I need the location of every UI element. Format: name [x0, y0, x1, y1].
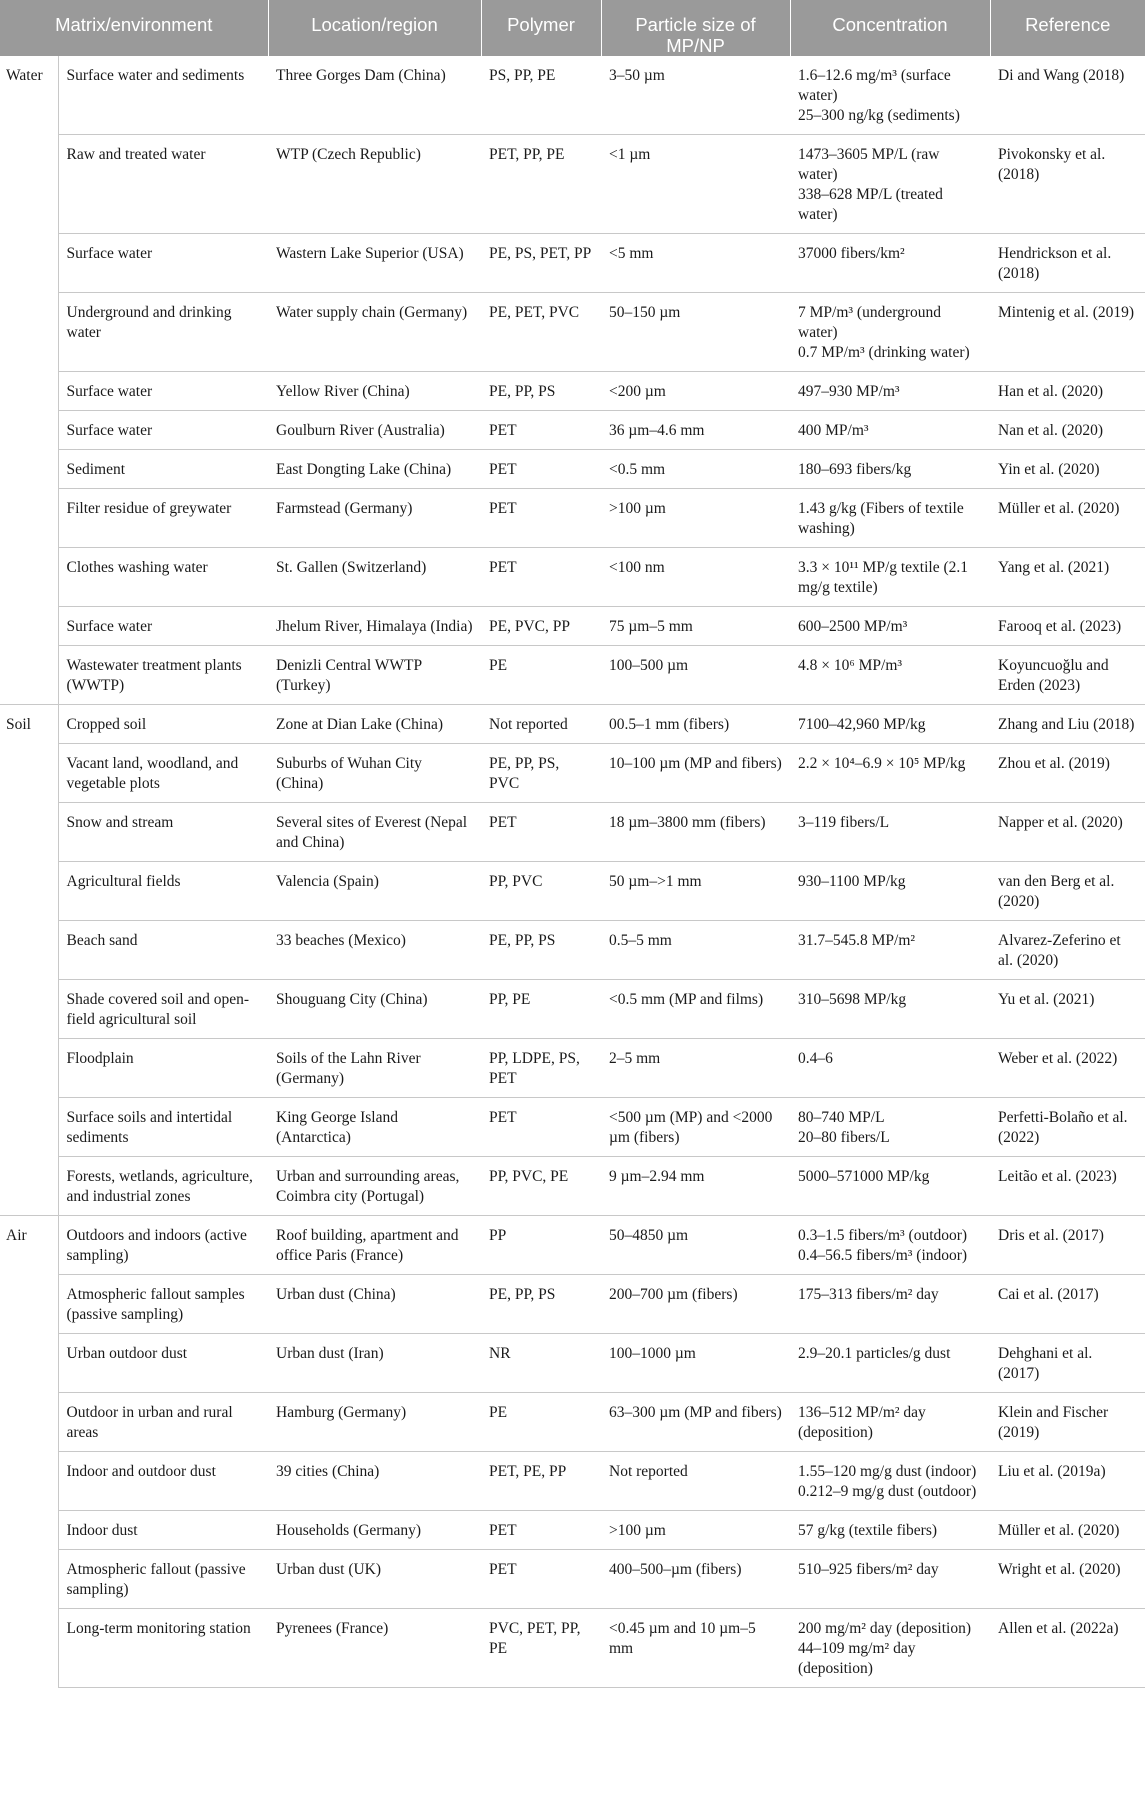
header-size: Particle size of MP/NP	[601, 0, 790, 56]
cell-polymer: PE, PET, PVC	[481, 293, 601, 372]
cell-matrix: Outdoors and indoors (active sampling)	[58, 1216, 268, 1275]
concentration-line: 136–512 MP/m² day (deposition)	[798, 1404, 926, 1441]
cell-polymer: PP, PVC	[481, 862, 601, 921]
cell-polymer: PP, PE	[481, 980, 601, 1039]
concentration-line: 0.4–6	[798, 1050, 833, 1067]
concentration-line: 2.2 × 10⁴–6.9 × 10⁵ MP/kg	[798, 755, 966, 772]
cell-size: <100 nm	[601, 548, 790, 607]
concentration-line: 20–80 fibers/L	[798, 1129, 890, 1146]
cell-matrix: Indoor and outdoor dust	[58, 1452, 268, 1511]
cell-concentration	[790, 1098, 990, 1157]
concentration-line: 4.8 × 10⁶ MP/m³	[798, 657, 903, 674]
cell-location: Urban and surrounding areas, Coimbra city (Portugal)	[268, 1157, 481, 1216]
cell-concentration	[790, 607, 990, 646]
header-polymer: Polymer	[481, 0, 601, 56]
cell-reference: Napper et al. (2020)	[990, 803, 1145, 862]
cell-polymer: PE, PP, PS	[481, 1275, 601, 1334]
concentration-line: 3–119 fibers/L	[798, 814, 890, 831]
table-row	[0, 1511, 1145, 1550]
cell-concentration	[790, 234, 990, 293]
cell-polymer: PET, PP, PE	[481, 135, 601, 234]
cell-reference: Yu et al. (2021)	[990, 980, 1145, 1039]
cell-reference: Dris et al. (2017)	[990, 1216, 1145, 1275]
cell-location: Hamburg (Germany)	[268, 1393, 481, 1452]
cell-reference: Pivokonsky et al. (2018)	[990, 135, 1145, 234]
cell-polymer: PET	[481, 803, 601, 862]
cell-concentration	[790, 1157, 990, 1216]
cell-polymer: PET	[481, 489, 601, 548]
cell-reference: Nan et al. (2020)	[990, 411, 1145, 450]
cell-polymer: PE	[481, 1393, 601, 1452]
cell-location: Zone at Dian Lake (China)	[268, 705, 481, 744]
cell-matrix: Surface water	[58, 234, 268, 293]
cell-polymer: PET	[481, 450, 601, 489]
concentration-line: 25–300 ng/kg (sediments)	[798, 107, 960, 124]
cell-size: 9 µm–2.94 mm	[601, 1157, 790, 1216]
cell-reference: Liu et al. (2019a)	[990, 1452, 1145, 1511]
table-row	[0, 1452, 1145, 1511]
concentration-line: 0.7 MP/m³ (drinking water)	[798, 344, 970, 361]
cell-polymer: PET	[481, 548, 601, 607]
cell-size: <500 µm (MP) and <2000 µm (fibers)	[601, 1098, 790, 1157]
concentration-line: 175–313 fibers/m² day	[798, 1286, 939, 1303]
cell-polymer: PP	[481, 1216, 601, 1275]
cell-location: Valencia (Spain)	[268, 862, 481, 921]
cell-size: 63–300 µm (MP and fibers)	[601, 1393, 790, 1452]
cell-reference: Perfetti-Bolaño et al. (2022)	[990, 1098, 1145, 1157]
cell-matrix: Underground and drinking water	[58, 293, 268, 372]
cell-polymer: PET, PE, PP	[481, 1452, 601, 1511]
table-row	[0, 56, 1145, 135]
cell-polymer: PP, LDPE, PS, PET	[481, 1039, 601, 1098]
header-reference: Reference	[990, 0, 1145, 56]
header-row	[0, 0, 1145, 56]
cell-reference: Alvarez-Zeferino et al. (2020)	[990, 921, 1145, 980]
table-row	[0, 705, 1145, 744]
table-row	[0, 293, 1145, 372]
concentration-line: 7 MP/m³ (underground water)	[798, 304, 941, 341]
cell-location: 33 beaches (Mexico)	[268, 921, 481, 980]
concentration-line: 0.4–56.5 fibers/m³ (indoor)	[798, 1247, 968, 1264]
cell-matrix: Atmospheric fallout (passive sampling)	[58, 1550, 268, 1609]
cell-matrix: Atmospheric fallout samples (passive sampling)	[58, 1275, 268, 1334]
concentration-line: 497–930 MP/m³	[798, 383, 900, 400]
table-row	[0, 803, 1145, 862]
header-location: Location/region	[268, 0, 481, 56]
table-row	[0, 411, 1145, 450]
cell-polymer: PS, PP, PE	[489, 67, 556, 84]
cell-location: Three Gorges Dam (China)	[276, 67, 446, 84]
concentration-line: 57 g/kg (textile fibers)	[798, 1522, 938, 1539]
concentration-line: 7100–42,960 MP/kg	[798, 716, 926, 733]
cell-polymer: PE, PP, PS	[481, 921, 601, 980]
cell-polymer: PE	[481, 646, 601, 705]
cell-matrix: Floodplain	[58, 1039, 268, 1098]
concentration-line: 600–2500 MP/m³	[798, 618, 908, 635]
cell-matrix: Urban outdoor dust	[58, 1334, 268, 1393]
cell-polymer: PP, PVC, PE	[481, 1157, 601, 1216]
cell-reference: Yang et al. (2021)	[990, 548, 1145, 607]
concentration-line: 180–693 fibers/kg	[798, 461, 912, 478]
cell-matrix: Filter residue of greywater	[58, 489, 268, 548]
table-row	[0, 744, 1145, 803]
cell-size: 0.5–5 mm	[601, 921, 790, 980]
concentration-line: 44–109 mg/m² day (deposition)	[798, 1640, 916, 1677]
table-row	[0, 1609, 1145, 1688]
cell-concentration	[790, 1393, 990, 1452]
table-row	[0, 1334, 1145, 1393]
cell-matrix: Surface water	[58, 607, 268, 646]
table-row	[0, 1098, 1145, 1157]
table-row	[0, 1550, 1145, 1609]
cell-polymer: PET	[481, 1511, 601, 1550]
cell-reference: Farooq et al. (2023)	[990, 607, 1145, 646]
cell-concentration	[790, 1039, 990, 1098]
cell-location: WTP (Czech Republic)	[268, 135, 481, 234]
cell-polymer: PET	[481, 1098, 601, 1157]
cell-matrix: Wastewater treatment plants (WWTP)	[58, 646, 268, 705]
table-row	[0, 450, 1145, 489]
cell-size: 2–5 mm	[601, 1039, 790, 1098]
cell-location: Denizli Central WWTP (Turkey)	[268, 646, 481, 705]
cell-reference: Leitão et al. (2023)	[990, 1157, 1145, 1216]
cell-size: Not reported	[601, 1452, 790, 1511]
cell-location: Households (Germany)	[268, 1511, 481, 1550]
cell-reference: Müller et al. (2020)	[990, 489, 1145, 548]
cell-location: East Dongting Lake (China)	[268, 450, 481, 489]
cell-concentration	[790, 705, 990, 744]
table-row	[0, 646, 1145, 705]
table-row	[0, 1393, 1145, 1452]
cell-matrix: Snow and stream	[58, 803, 268, 862]
cell-location: St. Gallen (Switzerland)	[268, 548, 481, 607]
cell-size: 100–500 µm	[601, 646, 790, 705]
cell-concentration	[790, 1452, 990, 1511]
cell-matrix: Forests, wetlands, agriculture, and industrial zones	[58, 1157, 268, 1216]
cell-location: Shouguang City (China)	[268, 980, 481, 1039]
table-row	[0, 489, 1145, 548]
cell-size: 18 µm–3800 mm (fibers)	[601, 803, 790, 862]
cell-concentration	[790, 744, 990, 803]
table-row	[0, 372, 1145, 411]
cell-matrix: Sediment	[58, 450, 268, 489]
cell-concentration	[790, 1550, 990, 1609]
cell-polymer: PE, PS, PET, PP	[481, 234, 601, 293]
cell-matrix: Beach sand	[58, 921, 268, 980]
cell-polymer: PE, PP, PS, PVC	[481, 744, 601, 803]
section-label: Soil	[0, 705, 58, 1216]
cell-location: Pyrenees (France)	[268, 1609, 481, 1688]
table-row	[0, 548, 1145, 607]
cell-reference: Hendrickson et al. (2018)	[990, 234, 1145, 293]
cell-location: Several sites of Everest (Nepal and China)	[268, 803, 481, 862]
cell-concentration	[790, 1609, 990, 1688]
cell-concentration	[790, 980, 990, 1039]
cell-concentration	[790, 646, 990, 705]
cell-size: <0.5 mm (MP and films)	[601, 980, 790, 1039]
table-row	[0, 921, 1145, 980]
cell-location: Wastern Lake Superior (USA)	[268, 234, 481, 293]
cell-concentration	[790, 862, 990, 921]
concentration-line: 510–925 fibers/m² day	[798, 1561, 939, 1578]
table-row	[0, 1039, 1145, 1098]
cell-location: Roof building, apartment and office Paris (France)	[268, 1216, 481, 1275]
table-row	[0, 135, 1145, 234]
cell-matrix: Vacant land, woodland, and vegetable plots	[58, 744, 268, 803]
cell-size: 400–500–µm (fibers)	[601, 1550, 790, 1609]
cell-reference: Müller et al. (2020)	[990, 1511, 1145, 1550]
concentration-line: 0.212–9 mg/g dust (outdoor)	[798, 1483, 977, 1500]
cell-reference: Yin et al. (2020)	[990, 450, 1145, 489]
cell-reference: Han et al. (2020)	[990, 372, 1145, 411]
cell-reference: Cai et al. (2017)	[990, 1275, 1145, 1334]
cell-size: 10–100 µm (MP and fibers)	[601, 744, 790, 803]
cell-matrix: Long-term monitoring station	[58, 1609, 268, 1688]
cell-location: King George Island (Antarctica)	[268, 1098, 481, 1157]
table-row	[0, 1275, 1145, 1334]
cell-location: Soils of the Lahn River (Germany)	[268, 1039, 481, 1098]
cell-concentration	[790, 489, 990, 548]
cell-matrix: Agricultural fields	[58, 862, 268, 921]
cell-size: 3–50 µm	[609, 67, 665, 84]
cell-concentration	[790, 1216, 990, 1275]
concentration-line: 310–5698 MP/kg	[798, 991, 907, 1008]
cell-reference: Koyuncuoğlu and Erden (2023)	[990, 646, 1145, 705]
cell-polymer: PE, PP, PS	[481, 372, 601, 411]
concentration-line: 37000 fibers/km²	[798, 245, 905, 262]
cell-reference: Zhang and Liu (2018)	[990, 705, 1145, 744]
cell-polymer: PET	[481, 411, 601, 450]
cell-concentration	[790, 372, 990, 411]
cell-polymer: Not reported	[481, 705, 601, 744]
cell-matrix: Raw and treated water	[58, 135, 268, 234]
concentration-line: 400 MP/m³	[798, 422, 869, 439]
cell-matrix: Surface water	[58, 411, 268, 450]
cell-concentration	[790, 803, 990, 862]
cell-size: 75 µm–5 mm	[601, 607, 790, 646]
cell-concentration	[790, 1334, 990, 1393]
table-row	[0, 1216, 1145, 1275]
cell-reference: Weber et al. (2022)	[990, 1039, 1145, 1098]
cell-location: Water supply chain (Germany)	[268, 293, 481, 372]
cell-matrix: Cropped soil	[58, 705, 268, 744]
cell-reference: Klein and Fischer (2019)	[990, 1393, 1145, 1452]
concentration-line: 5000–571000 MP/kg	[798, 1168, 930, 1185]
concentration-line: 200 mg/m² day (deposition)	[798, 1620, 971, 1637]
cell-location: Yellow River (China)	[268, 372, 481, 411]
cell-concentration	[790, 293, 990, 372]
cell-reference: van den Berg et al. (2020)	[990, 862, 1145, 921]
cell-concentration	[790, 56, 990, 135]
cell-size: >100 µm	[601, 1511, 790, 1550]
cell-polymer: PE, PVC, PP	[481, 607, 601, 646]
cell-concentration	[790, 548, 990, 607]
concentration-line: 1.43 g/kg (Fibers of textile washing)	[798, 500, 964, 537]
cell-matrix: Clothes washing water	[58, 548, 268, 607]
table-row	[0, 980, 1145, 1039]
cell-size: <0.45 µm and 10 µm–5 mm	[601, 1609, 790, 1688]
concentration-line: 80–740 MP/L	[798, 1109, 885, 1126]
cell-size: 200–700 µm (fibers)	[601, 1275, 790, 1334]
cell-location: Suburbs of Wuhan City (China)	[268, 744, 481, 803]
section-label: Air	[0, 1216, 58, 1688]
cell-matrix: Indoor dust	[58, 1511, 268, 1550]
cell-location: Jhelum River, Himalaya (India)	[268, 607, 481, 646]
table-row	[0, 1157, 1145, 1216]
cell-size: <0.5 mm	[601, 450, 790, 489]
cell-concentration	[790, 135, 990, 234]
cell-concentration	[790, 450, 990, 489]
cell-polymer: NR	[481, 1334, 601, 1393]
concentration-line: 0.3–1.5 fibers/m³ (outdoor)	[798, 1227, 968, 1244]
cell-size: <1 µm	[601, 135, 790, 234]
table-row	[0, 234, 1145, 293]
cell-concentration	[790, 1275, 990, 1334]
cell-reference: Dehghani et al. (2017)	[990, 1334, 1145, 1393]
cell-reference: Mintenig et al. (2019)	[990, 293, 1145, 372]
cell-polymer: PVC, PET, PP, PE	[481, 1609, 601, 1688]
header-matrix: Matrix/environment	[0, 0, 268, 56]
concentration-line: 338–628 MP/L (treated water)	[798, 186, 943, 223]
concentration-line: 31.7–545.8 MP/m²	[798, 932, 916, 949]
cell-reference: Wright et al. (2020)	[990, 1550, 1145, 1609]
cell-size: 50–150 µm	[601, 293, 790, 372]
cell-reference: Di and Wang (2018)	[998, 67, 1125, 84]
concentration-line: 1.55–120 mg/g dust (indoor)	[798, 1463, 977, 1480]
concentration-line: 1.6–12.6 mg/m³ (surface water)	[798, 67, 951, 104]
cell-matrix: Surface soils and intertidal sediments	[58, 1098, 268, 1157]
concentration-line: 1473–3605 MP/L (raw water)	[798, 146, 940, 183]
cell-size: 50 µm–>1 mm	[601, 862, 790, 921]
cell-size: 00.5–1 mm (fibers)	[601, 705, 790, 744]
cell-size: <5 mm	[601, 234, 790, 293]
cell-location: Urban dust (Iran)	[268, 1334, 481, 1393]
cell-polymer: PET	[481, 1550, 601, 1609]
cell-size: 100–1000 µm	[601, 1334, 790, 1393]
section-label: Water	[0, 56, 58, 705]
cell-reference: Zhou et al. (2019)	[990, 744, 1145, 803]
cell-location: Goulburn River (Australia)	[268, 411, 481, 450]
cell-concentration	[790, 921, 990, 980]
cell-concentration	[790, 1511, 990, 1550]
cell-location: Urban dust (China)	[268, 1275, 481, 1334]
cell-size: 36 µm–4.6 mm	[601, 411, 790, 450]
table-body	[0, 56, 1145, 1688]
table-row	[0, 607, 1145, 646]
concentration-line: 2.9–20.1 particles/g dust	[798, 1345, 951, 1362]
cell-matrix: Surface water and sediments	[66, 67, 245, 84]
cell-matrix: Surface water	[58, 372, 268, 411]
cell-size: >100 µm	[601, 489, 790, 548]
concentration-line: 930–1100 MP/kg	[798, 873, 906, 890]
cell-location: 39 cities (China)	[268, 1452, 481, 1511]
cell-matrix: Shade covered soil and open-field agricultural soil	[58, 980, 268, 1039]
cell-size: 50–4850 µm	[601, 1216, 790, 1275]
table-row	[0, 862, 1145, 921]
cell-location: Urban dust (UK)	[268, 1550, 481, 1609]
cell-size: <200 µm	[601, 372, 790, 411]
concentration-line: 3.3 × 10¹¹ MP/g textile (2.1 mg/g textile)	[798, 559, 969, 596]
cell-concentration	[790, 411, 990, 450]
cell-reference: Allen et al. (2022a)	[990, 1609, 1145, 1688]
header-concentration: Concentration	[790, 0, 990, 56]
cell-matrix: Outdoor in urban and rural areas	[58, 1393, 268, 1452]
cell-location: Farmstead (Germany)	[268, 489, 481, 548]
